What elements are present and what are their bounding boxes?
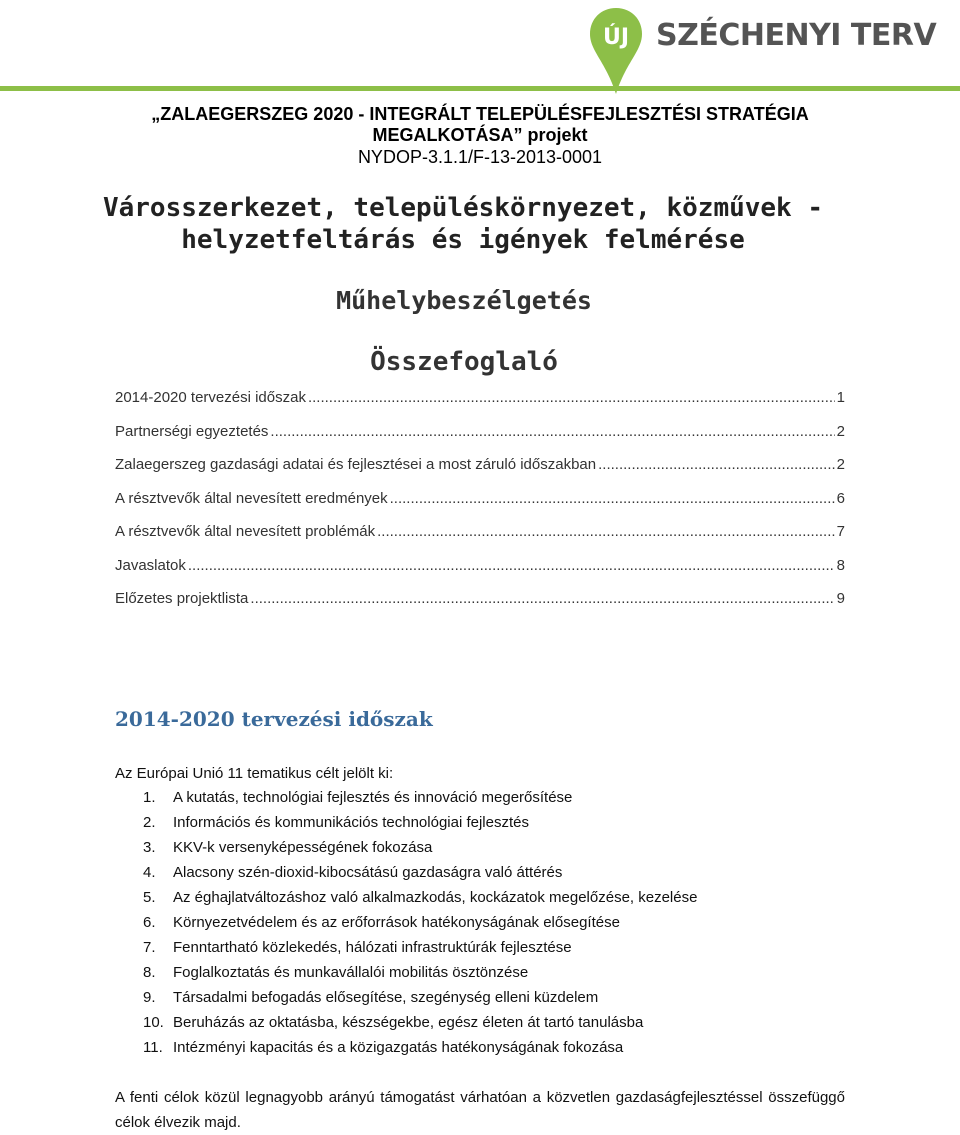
list-item-text: Beruházás az oktatásba, készségekbe, egész életen át tartó tanulásba — [173, 1014, 644, 1031]
toc-entry[interactable] — [115, 557, 845, 591]
list-item-number: 11. — [143, 1039, 163, 1056]
toc-entry-page: 8 — [836, 556, 845, 574]
toc-leader-dots — [598, 456, 835, 473]
logo-pin-text: ÚJ — [602, 25, 630, 50]
list-item-number: 5. — [143, 889, 156, 906]
list-item-text: Információs és kommunikációs technológiai fejlesztés — [173, 814, 529, 831]
list-item — [143, 939, 697, 964]
toc-entry-page: 9 — [836, 590, 845, 607]
section-intro: Az Európai Unió 11 tematikus célt jelölt ki: — [115, 765, 394, 782]
toc-leader-dots — [390, 490, 835, 507]
toc-entry-page: 2 — [836, 422, 845, 440]
table-of-contents — [115, 389, 845, 624]
toc-leader-dots — [188, 557, 835, 574]
list-item-text: Foglalkoztatás és munkavállalói mobilitás ösztönzése — [173, 964, 529, 981]
list-item-number: 10. — [143, 1014, 164, 1031]
document-title-line1: Városszerkezet, településkörnyezet, közművek - — [102, 193, 824, 223]
list-item — [143, 914, 697, 939]
list-item-text: Intézményi kapacitás és a közigazgatás hatékonyságának fokozása — [173, 1039, 624, 1056]
list-item — [143, 1014, 697, 1039]
toc-leader-dots — [250, 590, 834, 607]
project-title-line2: MEGALKOTÁSA” projekt — [372, 125, 588, 145]
section-heading: 2014-2020 tervezési időszak — [115, 707, 433, 731]
closing-paragraph: A fenti célok közül legnagyobb arányú támogatást várhatóan a közvetlen gazdaságfejlesztéssel összefüggő célok élvezik majd. — [115, 1089, 845, 1131]
toc-entry-title: Zalaegerszeg gazdasági adatai és fejlesztései a most záruló időszakban — [115, 456, 597, 473]
project-code: NYDOP-3.1.1/F-13-2013-0001 — [357, 147, 603, 167]
toc-entry[interactable] — [115, 590, 845, 624]
toc-leader-dots — [377, 523, 835, 540]
document-subtitle: Műhelybeszélgetés — [336, 286, 592, 315]
list-item-text: Környezetvédelem és az erőforrások hatékonyságának elősegítése — [173, 914, 620, 931]
toc-entry-title: A résztvevők által nevesített eredmények — [115, 489, 388, 507]
list-item-number: 8. — [143, 964, 156, 981]
list-item — [143, 814, 697, 839]
list-item-number: 9. — [143, 989, 156, 1006]
list-item-number: 2. — [143, 814, 156, 831]
toc-entry-title: Előzetes projektlista — [115, 590, 249, 607]
list-item — [143, 789, 697, 814]
list-item-text: Alacsony szén-dioxid-kibocsátású gazdaságra való áttérés — [173, 864, 563, 881]
toc-entry-page: 7 — [836, 523, 845, 540]
list-item — [143, 989, 697, 1014]
toc-entry[interactable] — [115, 523, 845, 557]
document-title-line2: helyzetfeltárás és igények felmérése — [181, 225, 745, 255]
toc-entry-page: 6 — [836, 489, 845, 507]
toc-entry-title: Javaslatok — [115, 556, 186, 574]
list-item — [143, 889, 697, 914]
list-item-text: A kutatás, technológiai fejlesztés és innováció megerősítése — [173, 789, 573, 806]
list-item-number: 7. — [143, 939, 156, 956]
project-title-line1: „ZALAEGERSZEG 2020 - INTEGRÁLT TELEPÜLÉSFEJLESZTÉSI STRATÉGIA — [151, 104, 809, 124]
list-item — [143, 864, 697, 889]
toc-leader-dots — [308, 389, 835, 406]
toc-entry-title: A résztvevők által nevesített problémák — [115, 523, 376, 540]
toc-entry[interactable] — [115, 490, 845, 524]
list-item-number: 3. — [143, 839, 156, 856]
list-item — [143, 839, 697, 864]
logo-brand-text: SZÉCHENYI TERV — [656, 18, 937, 53]
list-item — [143, 1039, 697, 1064]
toc-entry-page: 1 — [836, 389, 845, 406]
list-item-text: KKV-k versenyképességének fokozása — [173, 839, 433, 856]
toc-entry-title: Partnerségi egyeztetés — [115, 422, 269, 440]
list-item-text: Társadalmi befogadás elősegítése, szegénység elleni küzdelem — [173, 989, 599, 1006]
list-item-text: Az éghajlatváltozáshoz való alkalmazkodás, kockázatok megelőzése, kezelése — [173, 889, 698, 906]
toc-entry[interactable] — [115, 389, 845, 423]
list-item — [143, 964, 697, 989]
toc-entry-page: 2 — [836, 456, 845, 473]
toc-entry[interactable] — [115, 456, 845, 490]
list-item-number: 1. — [143, 789, 156, 806]
header-green-line — [0, 86, 960, 91]
summary-heading: Összefoglaló — [370, 347, 558, 377]
list-item-number: 6. — [143, 914, 156, 931]
toc-leader-dots — [270, 423, 834, 440]
list-item-text: Fenntartható közlekedés, hálózati infrastruktúrák fejlesztése — [173, 939, 572, 956]
toc-entry[interactable] — [115, 423, 845, 457]
toc-entry-title: 2014-2020 tervezési időszak — [115, 389, 306, 406]
thematic-goals-list — [143, 789, 697, 1064]
szechenyi-pin-logo-icon — [588, 6, 644, 96]
list-item-number: 4. — [143, 864, 156, 881]
